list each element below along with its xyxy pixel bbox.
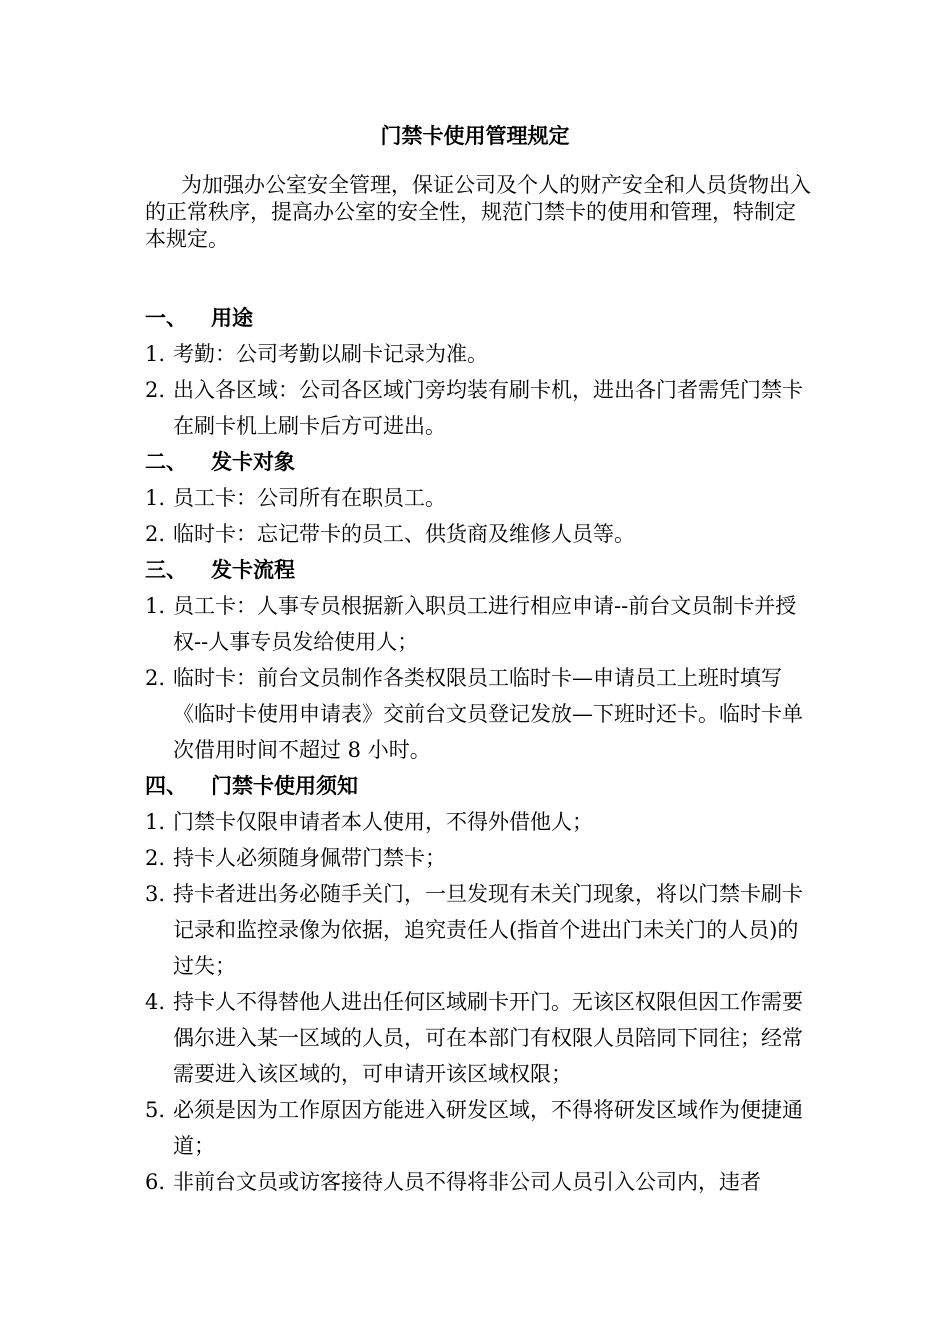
list-item bbox=[145, 804, 813, 840]
item-text: 必须是因为工作原因方能进入研发区域，不得将研发区域作为便捷通道； bbox=[173, 1098, 803, 1158]
item-number: 5. bbox=[145, 1098, 166, 1122]
document-title: 门禁卡使用管理规定 bbox=[380, 123, 570, 148]
item-number: 1. bbox=[145, 342, 166, 366]
item-text: 出入各区域：公司各区域门旁均装有刷卡机，进出各门者需凭门禁卡在刷卡机上刷卡后方可进出。 bbox=[173, 378, 803, 438]
list-item bbox=[145, 660, 813, 768]
section-heading bbox=[145, 300, 813, 336]
list-item bbox=[145, 336, 813, 372]
item-number: 3. bbox=[145, 882, 166, 906]
section-heading bbox=[145, 768, 813, 804]
section-title: 发卡对象 bbox=[211, 449, 295, 474]
list-item bbox=[145, 1092, 813, 1164]
item-number: 6. bbox=[145, 1170, 166, 1194]
item-text: 持卡人必须随身佩带门禁卡； bbox=[173, 846, 446, 870]
item-number: 1. bbox=[145, 486, 166, 510]
list-item bbox=[145, 840, 813, 876]
section-number: 三、 bbox=[145, 557, 187, 582]
item-number: 1. bbox=[145, 810, 166, 834]
item-number: 2. bbox=[145, 522, 166, 546]
section-title: 发卡流程 bbox=[211, 557, 295, 582]
item-text: 临时卡：前台文员制作各类权限员工临时卡—申请员工上班时填写《临时卡使用申请表》交前台文员登记发放—下班时还卡。临时卡单次借用时间不超过 8 小时。 bbox=[173, 666, 803, 762]
item-text: 临时卡：忘记带卡的员工、供货商及维修人员等。 bbox=[173, 522, 635, 546]
item-text: 门禁卡仅限申请者本人使用，不得外借他人； bbox=[173, 810, 593, 834]
item-text: 考勤：公司考勤以刷卡记录为准。 bbox=[173, 342, 488, 366]
item-text: 员工卡：公司所有在职员工。 bbox=[173, 486, 446, 510]
list-item bbox=[145, 984, 813, 1092]
item-text: 员工卡：人事专员根据新入职员工进行相应申请--前台文员制卡并授权--人事专员发给使用人； bbox=[173, 594, 797, 654]
item-text: 非前台文员或访客接待人员不得将非公司人员引入公司内，违者 bbox=[173, 1170, 761, 1194]
intro-paragraph: 为加强办公室安全管理，保证公司及个人的财产安全和人员货物出入的正常秩序，提高办公室的安全性，规范门禁卡的使用和管理，特制定本规定。 bbox=[145, 173, 811, 251]
item-text: 持卡者进出务必随手关门，一旦发现有未关门现象，将以门禁卡刷卡记录和监控录像为依据，追究责任人(指首个进出门未关门的人员)的过失； bbox=[173, 882, 803, 978]
section-number: 二、 bbox=[145, 449, 187, 474]
list-item bbox=[145, 516, 813, 552]
item-number: 2. bbox=[145, 378, 166, 402]
list-item bbox=[145, 372, 813, 444]
list-item bbox=[145, 480, 813, 516]
section-heading bbox=[145, 444, 813, 480]
document-body bbox=[145, 300, 813, 1200]
item-number: 4. bbox=[145, 990, 166, 1014]
section-number: 四、 bbox=[145, 773, 187, 798]
item-text: 持卡人不得替他人进出任何区域刷卡开门。无该区权限但因工作需要偶尔进入某一区域的人员，可在本部门有权限人员陪同下同往；经常需要进入该区域的，可申请开该区域权限； bbox=[173, 990, 803, 1086]
section-number: 一、 bbox=[145, 305, 187, 330]
section-heading bbox=[145, 552, 813, 588]
section-title: 用途 bbox=[211, 305, 253, 330]
list-item bbox=[145, 876, 813, 984]
list-item bbox=[145, 1164, 813, 1200]
list-item bbox=[145, 588, 813, 660]
item-number: 2. bbox=[145, 846, 166, 870]
section-title: 门禁卡使用须知 bbox=[211, 773, 358, 798]
item-number: 2. bbox=[145, 666, 166, 690]
item-number: 1. bbox=[145, 594, 166, 618]
